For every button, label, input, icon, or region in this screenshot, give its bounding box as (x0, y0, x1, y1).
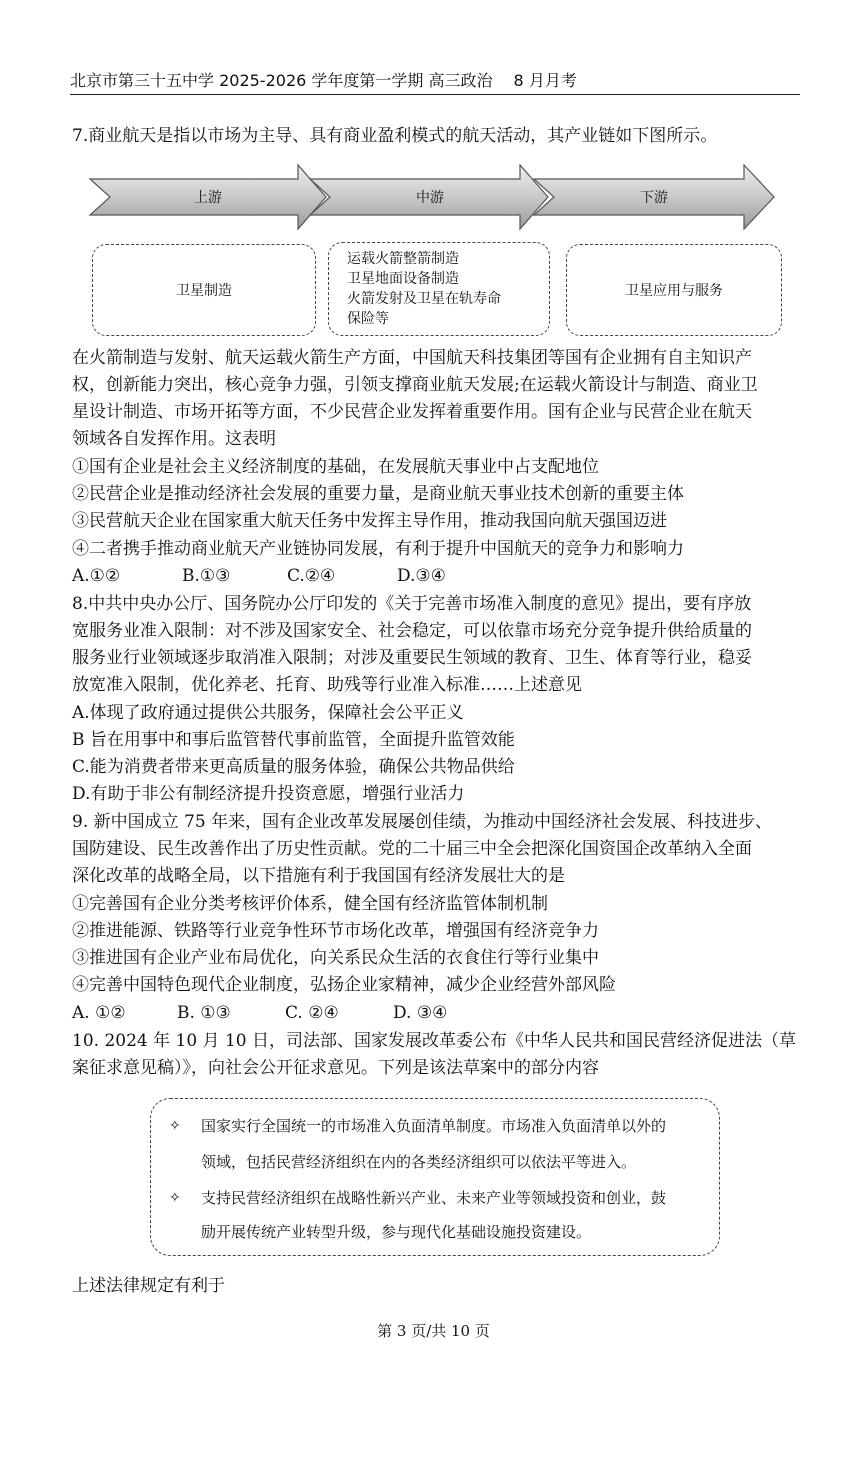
q7-option-b[interactable]: B.①③ (182, 566, 231, 586)
law-p1-line2: 领域，包括民营经济组织在内的各类经济组织可以依法平等进入。 (201, 1153, 637, 1171)
page-header: 北京市第三十五中学 2025-2026 学年度第一学期 高三政治 8 月月考 (70, 68, 800, 95)
q7-option-c[interactable]: C.②④ (287, 566, 336, 586)
mid-line-4: 保险等 (347, 311, 389, 327)
q8-option-d[interactable]: D.有助于非公有制经济提升投资意愿，增强行业活力 (72, 784, 465, 804)
mid-line-1: 运载火箭整箭制造 (347, 251, 459, 267)
q9-item-4: ④完善中国特色现代企业制度，弘扬企业家精神，减少企业经营外部风险 (72, 975, 616, 995)
industry-chain-arrows (88, 162, 778, 232)
q9-option-b[interactable]: B. ①③ (177, 1003, 231, 1023)
q8-option-c[interactable]: C.能为消费者带来更高质量的服务体验，确保公共物品供给 (72, 757, 515, 777)
q9-stem-3: 深化改革的战略全局，以下措施有利于我国国有经济发展壮大的是 (72, 866, 565, 886)
q9-option-c[interactable]: C. ②④ (285, 1003, 339, 1023)
bullet-icon: ✧ (169, 1190, 181, 1206)
q7-item-3: ③民营航天企业在国家重大航天任务中发挥主导作用，推动我国向航天强国迈进 (72, 511, 667, 531)
q7-item-1: ①国有企业是社会主义经济制度的基础，在发展航天事业中占支配地位 (72, 457, 599, 477)
page-footer: 第 3 页/共 10 页 (377, 1322, 490, 1340)
q9-option-a[interactable]: A. ①② (72, 1003, 126, 1023)
q7-item-4: ④二者携手推动商业航天产业链协同发展，有利于提升中国航天的竞争力和影响力 (72, 539, 684, 559)
q7-option-d[interactable]: D.③④ (397, 566, 446, 586)
law-excerpt-box (150, 1098, 720, 1256)
q10-stem-1: 10. 2024 年 10 月 10 日，司法部、国家发展改革委公布《中华人民共和国民营经济促进法（草 (72, 1031, 796, 1051)
q7-options (72, 564, 446, 588)
q9-stem-2: 国防建设、民生改善作出了历史性贡献。党的二十届三中全会把深化国资国企改革纳入全面 (72, 839, 752, 859)
q8-stem-2: 宽服务业准入限制：对不涉及国家安全、社会稳定，可以依靠市场充分竞争提升供给质量的 (72, 621, 752, 641)
q9-item-3: ③推进国有企业产业布局优化，向关系民众生活的衣食住行等行业集中 (72, 948, 599, 968)
q9-item-2: ②推进能源、铁路等行业竞争性环节市场化改革，增强国有经济竞争力 (72, 921, 599, 941)
law-p1-line1: 国家实行全国统一的市场准入负面清单制度。市场准入负面清单以外的 (201, 1117, 667, 1135)
q9-stem-1: 9. 新中国成立 75 年来，国有企业改革发展屡创佳绩，为推动中国经济社会发展、科技进步、 (72, 812, 773, 832)
bullet-icon: ✧ (169, 1118, 181, 1134)
q7-body-2: 权，创新能力突出，核心竞争力强，引领支撑商业航天发展;在运载火箭设计与制造、商业卫 (72, 375, 758, 395)
q9-item-1: ①完善国有企业分类考核评价体系，健全国有经济监管体制机制 (72, 894, 548, 914)
q10-stem-2: 案征求意见稿）》，向社会公开征求意见。下列是该法草案中的部分内容 (72, 1058, 599, 1078)
mid-line-3: 火箭发射及卫星在轨寿命 (347, 291, 501, 307)
q7-option-a[interactable]: A.①② (72, 566, 121, 586)
mid-line-2: 卫星地面设备制造 (347, 271, 459, 287)
q7-body-4: 领域各自发挥作用。这表明 (72, 429, 276, 449)
q10-tail: 上述法律规定有利于 (72, 1276, 225, 1296)
law-p2-line1: 支持民营经济组织在战略性新兴产业、未来产业等领域投资和创业，鼓 (201, 1189, 667, 1207)
q8-stem-1: 8.中共中央办公厅、国务院办公厅印发的《关于完善市场准入制度的意见》提出，要有序放 (72, 594, 752, 614)
q8-stem-3: 服务业行业领域逐步取消准入限制；对涉及重要民生领域的教育、卫生、体育等行业，稳妥 (72, 648, 752, 668)
q9-options (72, 1001, 447, 1025)
q9-option-d[interactable]: D. ③④ (393, 1003, 448, 1023)
q8-option-b[interactable]: B 旨在用事中和事后监管替代事前监管，全面提升监管效能 (72, 730, 515, 750)
arrow-label-up: 上游 (194, 190, 222, 206)
box-downstream: 卫星应用与服务 (566, 244, 782, 336)
q7-body-3: 星设计制造、市场开拓等方面，不少民营企业发挥着重要作用。国有企业与民营企业在航天 (72, 402, 752, 422)
arrow-label-mid: 中游 (416, 190, 444, 206)
q7-stem: 7.商业航天是指以市场为主导、具有商业盈利模式的航天活动，其产业链如下图所示。 (72, 126, 718, 146)
q7-body-1: 在火箭制造与发射、航天运载火箭生产方面，中国航天科技集团等国有企业拥有自主知识产 (72, 348, 752, 368)
box-upstream: 卫星制造 (92, 244, 316, 336)
arrow-label-down: 下游 (640, 190, 668, 206)
box-midstream (328, 242, 550, 336)
law-p2-line2: 励开展传统产业转型升级，参与现代化基础设施投资建设。 (201, 1223, 592, 1241)
q8-option-a[interactable]: A.体现了政府通过提供公共服务，保障社会公平正义 (72, 703, 464, 723)
q7-item-2: ②民营企业是推动经济社会发展的重要力量，是商业航天事业技术创新的重要主体 (72, 484, 684, 504)
q8-stem-4: 放宽准入限制，优化养老、托育、助残等行业准入标准……上述意见 (72, 675, 582, 695)
